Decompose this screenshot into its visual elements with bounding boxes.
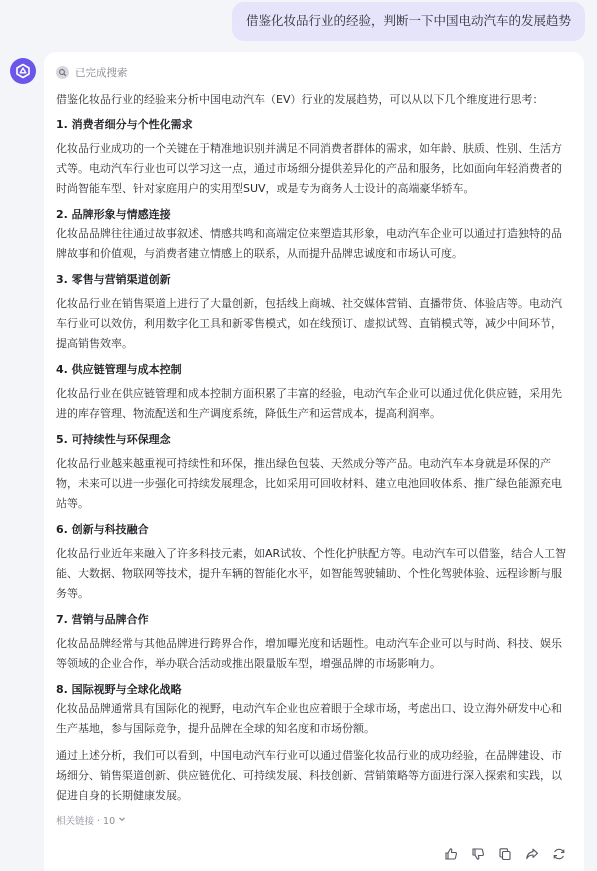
- user-message-text: 借鉴化妆品行业的经验，判断一下中国电动汽车的发展趋势: [245, 13, 571, 28]
- related-links-toggle[interactable]: [56, 812, 570, 828]
- section-heading-6: 6. 创新与科技融合: [56, 523, 149, 536]
- search-status[interactable]: [56, 64, 570, 80]
- section-body-4: 化妆品行业在供应链管理和成本控制方面积累了丰富的经验，电动汽车企业可以通过优化供应链，采用先进的库存管理、物流配送和生产调度系统，降低生产和运营成本，提高利润率。: [56, 387, 562, 420]
- assistant-response-card: [44, 52, 584, 871]
- section-heading-5: 5. 可持续性与环保理念: [56, 433, 171, 446]
- section-heading-4: 4. 供应链管理与成本控制: [56, 363, 182, 376]
- section-body-5: 化妆品行业越来越重视可持续性和环保，推出绿色包装、天然成分等产品。电动汽车本身就是环保的产物，未来可以进一步强化可持续发展理念，比如采用可回收材料、建立电池回收体系、推广绿色能源充电站等。: [56, 457, 562, 510]
- section-heading-3: 3. 零售与营销渠道创新: [56, 273, 171, 286]
- section-heading-8: 8. 国际视野与全球化战略: [56, 683, 182, 696]
- section-body-1: 化妆品行业成功的一个关键在于精准地识别并满足不同消费者群体的需求，如年龄、肤质、性别、生活方式等。电动汽车行业也可以学习这一点，通过市场细分提供差异化的产品和服务，比如面向年轻消费者的时尚智能车型、针对家庭用户的实用型SUV，或是专为商务人士设计的高端豪华轿车。: [56, 142, 562, 195]
- section-body-8: 化妆品品牌通常具有国际化的视野，电动汽车企业也应着眼于全球市场，考虑出口、设立海外研发中心和生产基地，参与国际竞争，提升品牌在全球的知名度和市场份额。: [56, 702, 562, 735]
- related-links-label: 相关链接 · 10: [56, 816, 116, 827]
- search-done-icon: [56, 66, 69, 79]
- assistant-avatar: [10, 58, 36, 84]
- share-icon[interactable]: [525, 847, 539, 861]
- user-message-bubble: [232, 2, 585, 41]
- response-conclusion: 通过上述分析，我们可以看到，中国电动汽车行业可以通过借鉴化妆品行业的成功经验，在品牌建设、市场细分、销售渠道创新、供应链优化、可持续发展、科技创新、营销策略等方面进行深入探索和实践，以促进自身的长期健康发展。: [56, 749, 562, 802]
- thumbs-up-icon[interactable]: [444, 847, 458, 861]
- chevron-down-icon: [118, 815, 126, 826]
- section-body-6: 化妆品行业近年来融入了许多科技元素，如AR试妆、个性化护肤配方等。电动汽车可以借鉴，结合人工智能、大数据、物联网等技术，提升车辆的智能化水平，如智能驾驶辅助、个性化驾驶体验、远程诊断与服务等。: [56, 547, 567, 600]
- response-actions: [444, 847, 566, 861]
- section-body-3: 化妆品行业在销售渠道上进行了大量创新，包括线上商城、社交媒体营销、直播带货、体验店等。电动汽车行业可以效仿，利用数字化工具和新零售模式，如在线预订、虚拟试驾、直销模式等，减少中间环节，提高销售效率。: [56, 297, 562, 350]
- section-body-7: 化妆品品牌经常与其他品牌进行跨界合作，增加曝光度和话题性。电动汽车企业可以与时尚、科技、娱乐等领域的企业合作，举办联合活动或推出限量版车型，增强品牌的市场影响力。: [56, 637, 562, 670]
- response-intro: 借鉴化妆品行业的经验来分析中国电动汽车（EV）行业的发展趋势，可以从以下几个维度进行思考：: [56, 93, 544, 106]
- copy-icon[interactable]: [498, 847, 512, 861]
- assistant-logo-icon: [15, 63, 31, 79]
- section-heading-2: 2. 品牌形象与情感连接: [56, 208, 171, 221]
- section-body-2: 化妆品品牌往往通过故事叙述、情感共鸣和高端定位来塑造其形象，电动汽车企业可以通过打造独特的品牌故事和价值观，与消费者建立情感上的联系，从而提升品牌忠诚度和市场认可度。: [56, 227, 562, 260]
- section-heading-7: 7. 营销与品牌合作: [56, 613, 149, 626]
- thumbs-down-icon[interactable]: [471, 847, 485, 861]
- search-status-text: 已完成搜索: [75, 66, 128, 79]
- regenerate-icon[interactable]: [552, 847, 566, 861]
- section-heading-1: 1. 消费者细分与个性化需求: [56, 118, 193, 131]
